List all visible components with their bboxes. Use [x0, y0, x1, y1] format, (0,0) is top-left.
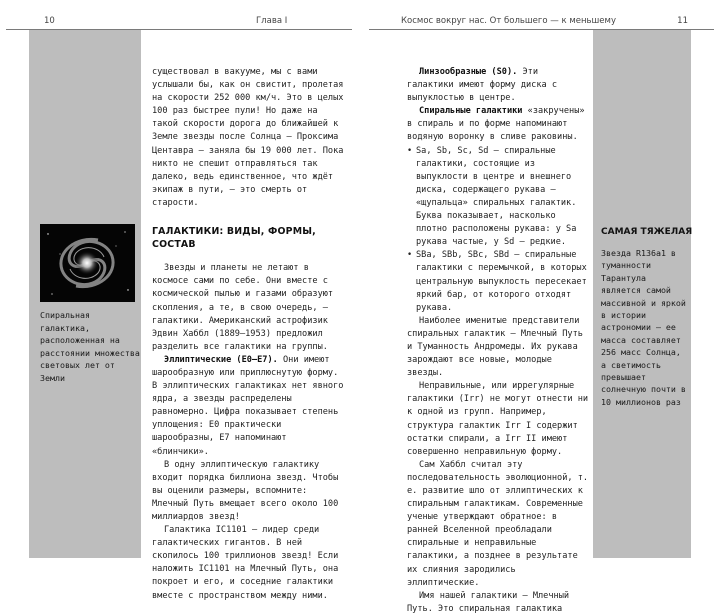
lenticular-description: Эти галактики имеют форму диска с выпуклостью в центре. — [407, 67, 558, 104]
right-page — [369, 14, 714, 614]
running-title: Космос вокруг нас. От большего — к меньшему — [401, 16, 616, 26]
spiral-types-list — [407, 145, 589, 315]
right-page-number: 11 — [677, 16, 688, 26]
right-page-header — [369, 14, 714, 30]
left-text-column — [152, 66, 347, 603]
paragraph-spiral — [407, 105, 589, 144]
paragraph-famous-spirals: Наиболее именитые представители спиральных галактик — Млечный Путь и Туманность Андромеды. Их рукава зарождают все новые, молодые звезды. — [407, 315, 583, 379]
sidebar-title: САМАЯ ТЯЖЕЛАЯ — [601, 227, 693, 237]
term-lenticular: Линзообразные (S0). — [419, 67, 518, 77]
chapter-title: Глава I — [256, 16, 288, 26]
term-elliptical: Эллиптические (Е0—Е7). — [164, 354, 278, 365]
right-text-column — [407, 66, 589, 616]
left-page — [6, 14, 352, 601]
paragraph-lenticular — [407, 66, 589, 105]
galaxy-photo — [40, 224, 135, 302]
paragraph-elliptical — [152, 354, 347, 459]
term-spiral: Спиральные галактики — [419, 106, 523, 117]
paragraph-star-count: В одну эллиптическую галактику входит порядка биллиона звезд. Чтобы вы оценили размеры, вспомните: Млечный Путь вмещает всего около 100 миллиардов звезд! — [152, 459, 339, 522]
elliptical-description: Они имеют шарообразную или приплюснутую форму. В эллиптических галактиках нет явного ядра, а звезды распределены равномерно. Цифра показывает степень уплощения: Е0 практически шарообразны, Е7 напоминают «блинчики». — [152, 354, 344, 457]
list-item: • Sa, Sb, Sc, Sd — спиральные галактики, состоящие из выпуклости в центре и внешнего диска, содержащего рукава — «щупальца» спиральных галактик. Буква показывает, насколько плотно расположены рукава: у Sa рукава частые, у Sd — редкие. — [407, 145, 589, 250]
sidebar-text: Звезда R136a1 в туманности Тарантула является самой массивной и яркой в истории астрономии — ее масса составляет 256 масс Солнца, а светимость превышает солнечную почти в 10 миллионов раз — [601, 248, 686, 407]
spiral-description: «закручены» в спираль и по форме напоминают водяную воронку в сливе раковины. — [407, 106, 585, 143]
list-item: • SBa, SBb, SBc, SBd — спиральные галактики с перемычкой, в которых центральную выпуклость пересекает яркий бар, от которого отходят рукава. — [407, 249, 589, 314]
paragraph-milky-way: Имя нашей галактики — Млечный Путь. Это спиральная галактика — [407, 590, 570, 614]
paragraph-hubble-intro: Звезды и планеты не летают в космосе сами по себе. Они вместе с космической пылью и газами образуют скопления, а те, в свою очередь, — галактики. Американский астрофизик Эдвин Хаббл (1889–1953) предложил разделить все галактики на группы. — [152, 263, 334, 352]
galaxy-caption: Спиральная галактика, расположенная на расстоянии множества световых лет от Земли — [40, 310, 140, 383]
paragraph-speed: существовал в вакууме, мы с вами услышали бы, как он свистит, пролетая на скорости 252 000 км/ч. Это в целых 100 раз быстрее пули! Но даже на такой скорости дорога до ближайшей к Земле звезды после Солнца — Проксима Центавра — заняла бы 19 000 лет. Пока никто не спешит отправляться так далеко, ведь единственное, что ждёт экипаж в пути, — это смерть от старости. — [152, 67, 344, 208]
paragraph-hubble-evolution: Сам Хаббл считал эту последовательность эволюционной, т. е. развитие шло от эллиптических к спиральным галактикам. Современные ученые утверждают обратное: в ранней Вселенной преобладали спиральные и неправильные галактики, а позднее в результате их слияния зародились эллиптические. — [407, 459, 589, 588]
spiral-galaxy-icon — [40, 224, 135, 302]
paragraph-irregular: Неправильные, или иррегулярные галактики (Irr) не могут отнести ни к одной из групп. Например, структура галактик Irr I содержит остатки спирали, а Irr II имеют совершенно неправильную форму. — [407, 381, 589, 457]
left-page-header — [6, 14, 352, 30]
paragraph-ic1101: Галактика IC1101 — лидер среди галактических гигантов. В ней скопилось 100 триллионов звезд! Если наложить IC1101 на Млечный Путь, она покроет и его, и соседние галактики вместе с пространством между ними. — [152, 525, 339, 601]
left-page-number: 10 — [44, 16, 55, 26]
section-heading: ГАЛАКТИКИ: ВИДЫ, ФОРМЫ, СОСТАВ — [152, 226, 316, 251]
